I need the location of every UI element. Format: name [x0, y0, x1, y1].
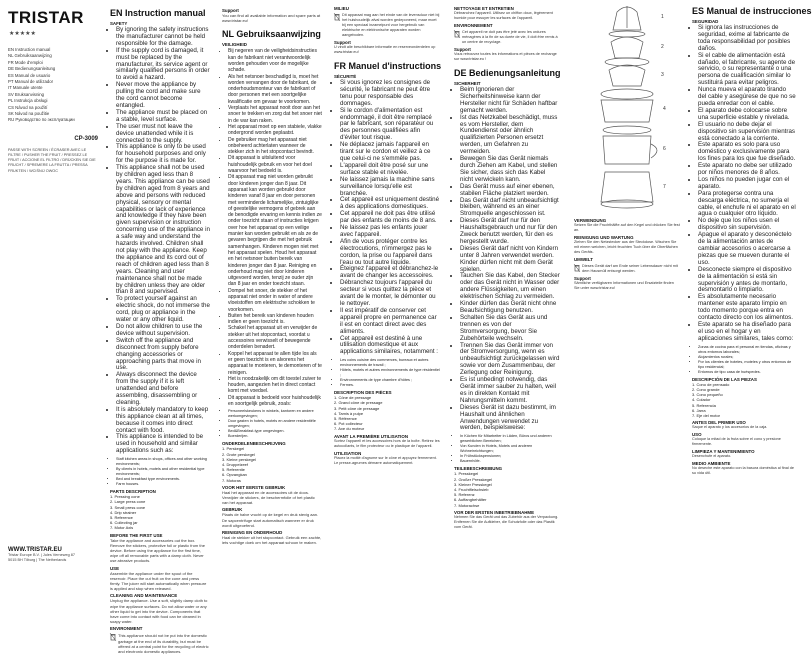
usage-item: • Bed&Breakfast-type omgevingen.: [228, 429, 322, 434]
safety-item: • Dit apparaat is uitsluitend voor huishoudelijk gebruik en voor het doel waarvoor het bedoeld is.: [228, 155, 322, 174]
use-heading: GEBRUIK: [222, 507, 243, 513]
safety-item: • This appliance shall not be used by children aged less than 8 years. This appliance can be used by children aged from 8 years and above and persons with reduced physical, sensory or mental capabilities or lack of experience and knowledge if they have been given supervision or instruction concerning use of the appliance in a safe way and understand the hazards involved. Children shall not play with the appliance. Keep the appliance and its cord out of reach of children aged less than 8 years. Cleaning and user maintenance shall not be made by children unless they are older than 8 and supervised.: [116, 165, 210, 296]
cleaning-text: Desenchufe el aparato.: [692, 454, 732, 459]
safety-heading: SICHERHEIT: [454, 81, 481, 86]
spanish-title: ES Manual de instrucciones: [692, 6, 812, 16]
part-item: 5. Référence: [334, 416, 357, 422]
support-heading: Support: [222, 8, 239, 13]
environment-heading: UMWELT: [574, 257, 593, 262]
safety-item: • Schakel het apparaat uit en verwijder de stekker uit het stopcontact, voordat u accessoires verwisselt of bewegende onderdelen benadert.: [228, 325, 322, 350]
use-heading: VERWENDUNG: [574, 218, 607, 223]
language-entry: SK Návod na použitie: [8, 111, 50, 117]
parts-list: [692, 382, 796, 418]
part-item: 1. Pressing cone: [110, 494, 140, 500]
part-item: 4. Druppelzeef: [222, 461, 249, 467]
use-text: Coloque la mitad de la fruta sobre el cono y presione firmemente.: [692, 437, 781, 447]
safety-item: • Schalten Sie das Gerät aus und trennen es von der Stromversorgung, bevor Sie Zubehörteile wechseln.: [460, 315, 560, 343]
parts-heading: DESCRIPTION DES PIÈCES: [334, 390, 392, 396]
language-entry: CS Návod na použití: [8, 104, 48, 110]
callout-4: 4: [663, 106, 666, 112]
part-item: 2. Großer Presskegel: [454, 476, 493, 482]
safety-item: • Ne laissez jamais la machine sans surveillance lorsqu'elle est branchée.: [340, 177, 440, 198]
safety-item: • Es ist unbedingt notwendig, das Gerät immer sauber zu halten, weil es in direkten Kontakt mit Nahrungsmitteln kommt.: [460, 377, 560, 405]
safety-item: • By ignoring the safety instructions the manufacturer cannot be held responsible for the damage.: [116, 27, 210, 48]
usage-item: • Door gasten in hotels, motels en andere residentiële omgevingen;: [228, 419, 322, 429]
part-item: 2. Grote perskegel: [222, 451, 255, 457]
german-continued-column: [570, 0, 684, 575]
part-item: 6. Collecting jar: [110, 520, 138, 526]
before-use-heading: AVANT LA PREMIÈRE UTILISATION: [334, 433, 408, 439]
part-item: 2. Large press cone: [110, 499, 146, 505]
part-item: 7. Motorachse: [454, 502, 480, 508]
callout-6: 6: [663, 146, 666, 152]
part-item: 6. Opvangkan: [222, 472, 247, 478]
cleaning-heading: REINIGUNG UND WARTUNG: [574, 235, 634, 240]
safety-list: [692, 25, 796, 343]
part-item: 1. Presskegel: [454, 471, 479, 477]
before-use-heading: VOOR HET EERSTE GEBRUIK: [222, 484, 286, 490]
dutch-column: [218, 0, 326, 575]
french-title: FR Manuel d'instructions: [334, 61, 442, 71]
model-number: CP-3009: [74, 135, 98, 142]
before-use-text: Saque el aparato y los accesorios de la caja.: [692, 425, 768, 430]
usage-item: • Personeelskeukens in winkels, kantoren en andere werkomgevingen;: [228, 409, 322, 419]
recycle-bin-icon: [334, 13, 340, 21]
cleaning-heading: CLEANING AND MAINTENANCE: [110, 593, 178, 599]
before-use-heading: VOR DER ERSTEN INBETRIEBNAHME: [454, 509, 535, 515]
part-item: 6. Auffangbehälter: [454, 497, 487, 503]
support-text: Sämtliche verfügbaren Informationen und Ersatzteile finden Sie unter www.tristar.eu!: [574, 281, 674, 290]
usage-item: • In Küchen für Mitarbeiter in Läden, Büros und anderen gewerblichen Bereichen;: [460, 434, 560, 444]
support-heading: Support: [454, 47, 471, 52]
safety-item: • Ist das Netzkabel beschädigt, muss es vom Hersteller, dem Kundendienst oder ähnlich qualifizierten Personen ersetzt werden, um Gefahren zu vermeiden.: [460, 115, 560, 156]
safety-item: • No deje que los niños usen el dispositivo sin supervisión.: [698, 218, 796, 232]
before-use-text: Haal het apparaat en de accessoires uit de doos. Verwijder de stickers, de beschermfolie of het plastic van het apparaat.: [222, 489, 315, 506]
safety-item: • Ne déplacez jamais l'appareil en tirant sur le cordon et veillez à ce que celui-ci ne s'emmêle pas.: [340, 142, 440, 163]
safety-item: • The user must not leave the device unattended while it is connected to the supply.: [116, 124, 210, 145]
support-text: U vindt alle beschikbare informatie en reserveonderdelen op www.tristar.eu!: [334, 45, 436, 54]
safety-item: • Si ignora las instrucciones de seguridad, exime al fabricante de toda responsabilidad por posibles daños.: [698, 25, 796, 53]
safety-item: • Dompel het snoer, de stekker of het apparaat niet onder in water of andere vloeistoffen om elektrische schokken te voorkomen.: [228, 288, 322, 313]
use-text: Plaats de halve vrucht op de kegel en druk stevig aan. De sapcentrifuge start automatisch wanneer er druk wordt uitgeoefend.: [222, 512, 319, 528]
safety-list: [454, 87, 560, 432]
environment-heading: ENVIRONMENT: [110, 626, 143, 632]
part-item: 5. Referencia: [692, 402, 716, 408]
environment-block: [454, 30, 560, 45]
support-text: Vous retrouvez toutes les informations et pièces de rechange sur www.tristar.eu !: [454, 52, 557, 61]
english-column: [106, 0, 214, 654]
safety-item: • Bewegen Sie das Gerät niemals durch Ziehen am Kabel, und stellen Sie sicher, dass sich das Kabel nicht verwickeln kann.: [460, 156, 560, 184]
usage-list: [692, 345, 796, 375]
usage-item: • Von Kunden in Hotels, Motels und anderen Wohneinrichtungen;: [460, 444, 560, 454]
english-title: EN Instruction manual: [110, 8, 206, 18]
part-item: 7. Motoras: [222, 477, 241, 483]
website-url[interactable]: WWW.TRISTAR.EU: [8, 547, 62, 553]
safety-item: • Switch off the appliance and disconnect from supply before changing accessories or approaching parts that move in use.: [116, 338, 210, 373]
cleaning-text: Ziehen Sie den Netzstecker aus der Steckdose. Wischen Sie mit einem weichen, leicht feuchten Tuch über die Oberflächen des Geräts.: [574, 240, 678, 254]
language-entry: IT Manuale utente: [8, 85, 43, 91]
cleaning-heading: NETTOYAGE ET ENTRETIEN: [454, 6, 514, 11]
part-item: 3. Kleiner Presskegel: [454, 481, 492, 487]
german-column: [450, 0, 564, 575]
safety-item: • The appliance must be placed on a stable, level surface.: [116, 110, 210, 124]
part-item: 4. Tamis à pulpe: [334, 410, 364, 416]
address-line: 5015 BH Tilburg | The Netherlands: [8, 558, 67, 562]
environment-block: [110, 633, 210, 654]
usage-item: • Les coins cuisine des commerces, bureaux et autres environnements de travail ;: [340, 358, 440, 368]
environment-text: Cet appareil ne doit pas être jeté avec les ordures ménagères à la fin de sa durée de vie, il doit être remis à un centre de recyclage.: [462, 30, 558, 44]
usage-item: • Staff kitchen areas in shops, offices and other working environments;: [116, 457, 210, 467]
before-use-heading: ANTES DEL PRIMER USO: [692, 420, 746, 426]
safety-heading: SÉCURITÉ: [334, 74, 357, 79]
support-heading: Support: [574, 276, 591, 281]
environment-heading: MEDIO AMBIENTE: [692, 461, 731, 467]
safety-item: • Dieses Gerät darf nur für den Haushaltsgebrauch und nur für den Zweck benutzt werden, für den es hergestellt wurde.: [460, 218, 560, 246]
recycle-bin-icon: [454, 30, 460, 38]
usage-list: [454, 434, 560, 464]
safety-heading: SEGURIDAD: [692, 19, 719, 24]
safety-list: [334, 80, 440, 356]
cleaning-text: Unplug the appliance. Use a soft, slightly damp cloth to wipe the appliance surfaces. Do not allow water or any other liquid to get into the device. Components that have come into contact with food can be cleaned in soapy water.: [110, 598, 208, 625]
safety-item: • Apague el aparato y desconéctelo de la alimentación antes de cambiar accesorios o acercarse a piezas que se mueven durante el uso.: [698, 232, 796, 267]
part-item: 5. Referentie: [222, 467, 245, 473]
safety-item: • Het apparaat moet op een stabiele, vlakke ondergrond worden geplaatst.: [228, 124, 322, 137]
cleaning-text: Haal de stekker uit het stopcontact. Gebruik een zachte, iets vochtige doek om het apparaat schoon te maken.: [222, 534, 322, 546]
usage-list: [222, 409, 322, 439]
language-entry: PT Manual de utilizador: [8, 79, 54, 85]
usage-list: [110, 457, 210, 487]
brand-logo: TRISTAR: [8, 8, 84, 27]
parts-list: [334, 395, 440, 431]
part-item: 3. Cono pequeño: [692, 392, 723, 398]
safety-item: • Débranchez toujours l'appareil du secteur si vous quittez la pièce et avant de le monter, le démonter ou le nettoyer.: [340, 280, 440, 308]
callout-2: 2: [661, 44, 664, 50]
parts-heading: PARTS DESCRIPTION: [110, 489, 156, 495]
safety-item: • Afin de vous protéger contre les électrocutions, n'immergez pas le cordon, la prise ou l'appareil dans l'eau ou tout autre liquide.: [340, 239, 440, 267]
environment-text: Dieses Gerät darf am Ende seiner Lebensdauer nicht mit dem Hausmüll entsorgt werden.: [582, 264, 678, 273]
safety-item: • Éteignez l'appareil et débranchez-le avant de changer les accessoires.: [340, 266, 440, 280]
usage-item: • Environnements de type chambre d'hôtes ;: [340, 378, 440, 383]
parts-list: [110, 494, 210, 530]
safety-item: • Bij negeren van de veiligheidsinstructies kan de fabrikant niet verantwoordelijk worden gehouden voor de mogelijke schade.: [228, 48, 322, 73]
environment-text: This appliance should not be put into the domestic garbage at the end of its durability, but must be offered at a central point for the recycling of electric and electronic domestic appliances.: [118, 633, 209, 654]
safety-item: • Never move the appliance by pulling the cord and make sure the cord cannot become entangled.: [116, 82, 210, 110]
spanish-column: [688, 0, 812, 575]
dutch-title: NL Gebruiksaanwijzing: [222, 29, 321, 40]
safety-item: • Always disconnect the device from the supply if it is left unattended and before assembling, disassembling or cleaning.: [116, 372, 210, 407]
safety-item: • Verplaats het apparaat nooit door aan het snoer te trekken en zorg dat het snoer niet in de war kan raken.: [228, 105, 322, 124]
usage-item: • Bauernhöfe.: [460, 459, 560, 464]
safety-item: • El usuario no debe dejar el dispositivo sin supervisión mientras está conectado a la corriente.: [698, 122, 796, 143]
safety-item: • If the supply cord is damaged, it must be replaced by the manufacturer, its service agent or similarly qualified persons in order to avoid a hazard.: [116, 48, 210, 83]
language-entry: SV Bruksanvisning: [8, 91, 45, 97]
support-heading: Support: [334, 40, 351, 45]
part-item: 6. Pot collecteur: [334, 421, 363, 427]
use-heading: USE: [110, 565, 120, 571]
german-title: DE Bedienungsanleitung: [454, 68, 561, 78]
part-item: 5. Reference: [110, 515, 133, 520]
parts-heading: DESCRIPCIÓN DE LAS PIEZAS: [692, 376, 757, 382]
part-item: 7. Motor Axis: [110, 525, 134, 531]
use-heading: UTILISATION: [334, 450, 362, 456]
safety-item: • Este aparato es solo para uso doméstico y exclusivamente para los fines para los que fue diseñado.: [698, 142, 796, 163]
safety-item: • Los niños no pueden jugar con el aparato.: [698, 177, 796, 191]
safety-item: • Kinder dürfen das Gerät nicht ohne Beaufsichtigung benutzen.: [460, 301, 560, 315]
usage-list: [334, 358, 440, 388]
before-use-text: Nehmen Sie das Gerät und das Zubehör aus der Verpackung. Entfernen Sie die Aufkleber, die Schutzfolie oder das Plastik vom Gerät.: [454, 514, 559, 529]
safety-item: • To protect yourself against an electric shock, do not immerse the cord, plug or appliance in the water or any other liquid.: [116, 296, 210, 324]
part-item: 1. Cono de prensado: [692, 381, 730, 387]
environment-heading: MILIEU: [334, 6, 349, 11]
safety-item: • Do not allow children to use the device without supervision.: [116, 324, 210, 338]
language-entry: PL Instrukcja obsługi: [8, 98, 48, 104]
safety-item: • Ne laissez pas les enfants jouer avec l'appareil.: [340, 225, 440, 239]
part-item: 7. Axe du moteur: [334, 426, 365, 432]
language-entry: RU Руководство по эксплуатации: [8, 117, 75, 123]
part-item: 4. Colador: [692, 397, 711, 403]
safety-item: • Als het netsnoer beschadigd is, moet het worden vervangen door de fabrikant, de onderhoudsmonteur van de fabrikant of door personen met een soortgelijke kwalificatie om gevaar te voorkomen.: [228, 74, 322, 105]
parts-heading: ONDERDELENBESCHRIJVING: [222, 441, 286, 447]
safety-item: • Trennen Sie das Gerät immer von der Stromversorgung, wenn es unbeaufsichtigt zurückgelassen wird sowie vor dem Zusammenbau, der Zerlegung oder Reinigung.: [460, 343, 560, 378]
part-item: 2. Cono grande: [692, 386, 720, 392]
language-index: [8, 47, 98, 124]
safety-item: • Dieses Gerät ist dazu bestimmt, im Haushalt und ähnlichen Anwendungen verwendet zu werden, beispielsweise:: [460, 405, 560, 433]
before-use-heading: BEFORE THE FIRST USE: [110, 532, 163, 538]
part-item: 3. Petit cône de pressage: [334, 405, 380, 411]
part-item: 4. Fruchtfleischsieb: [454, 486, 489, 492]
usage-item: • Por los clientes de hoteles, moteles y otros entornos de tipo residencial;: [698, 360, 796, 370]
environment-text: No deseche este aparato con la basura doméstica al final de su vida útil.: [692, 466, 794, 476]
safety-item: • Dit apparaat mag niet worden gebruikt door kinderen jonger dan 8 jaar. Dit apparaat kan worden gebruikt door kinderen vanaf 8 jaar en door personen met verminderde lichamelijke, zintuiglijke of geestelijke vermogens of gebrek aan de benodigde ervaring en kennis indien ze onder toezicht staan of instructies krijgen over hoe het apparaat op een veilige manier kan worden gebruikt en als ze de gevaren begrijpen die met het gebruik samenhangen. Kinderen mogen niet met het apparaat spelen. Houd het apparaat en het netsnoer buiten bereik van kinderen jonger dan 8 jaar. Reiniging en onderhoud mag niet door kinderen uitgevoerd worden, tenzij ze ouder zijn dan 8 jaar en onder toezicht staan.: [228, 174, 322, 287]
recycle-bin-icon: [574, 264, 580, 272]
safety-list: [110, 27, 210, 455]
part-item: 3. Small press cone: [110, 504, 146, 510]
environment-heading: ENVIRONNEMENT: [454, 23, 493, 28]
safety-item: • Beim Ignorieren der Sicherheitshinweise kann der Hersteller nicht für Schäden haftbar gemacht werden.: [460, 87, 560, 115]
safety-item: • This appliance is only to be used for household purposes and only for the purpose it is made for.: [116, 144, 210, 165]
cleaning-text: Débranchez l'appareil. Utilisez un chiffon doux, légèrement humide pour essuyer les surfaces de l'appareil.: [454, 11, 553, 20]
safety-list: [222, 48, 322, 407]
before-use-text: Sortez l'appareil et les accessoires hors de la boîte. Retirez les autocollants, le film protecteur ou le plastique de l'appareil.: [334, 438, 440, 448]
safety-item: • Si vous ignorez les consignes de sécurité, le fabricant ne peut être tenu pour responsable des dommages.: [340, 80, 440, 108]
usage-item: • Zonas de cocina para el personal en tiendas, oficinas y otros entornos laborales;: [698, 345, 796, 355]
safety-item: • Si el cable de alimentación está dañado, el fabricante, su agente de servicio, o su representante o una persona de cualificación similar lo sustituirá para evitar peligros.: [698, 53, 796, 88]
part-item: 5. Referenz: [454, 492, 475, 498]
part-item: 6. Jarra: [692, 407, 706, 413]
use-text: Placez la moitié d'agrume sur le cône et appuyez fermement. Le presse-agrumes démarre automatiquement.: [334, 455, 437, 465]
safety-item: • El aparato debe colocarse sobre una superficie estable y nivelada.: [698, 108, 796, 122]
safety-item: • It is absolutely mandatory to keep this appliance clean at all times, because it comes into direct contact with food.: [116, 407, 210, 435]
safety-heading: VEILIGHEID: [222, 42, 247, 48]
support-text: You can find all available information and spare parts at www.tristar.eu!: [222, 13, 321, 24]
cover-column: [0, 0, 104, 575]
usage-item: • Farm houses.: [116, 482, 210, 487]
language-entry: EN Instruction manual: [8, 47, 51, 52]
usage-item: • In Frühstückspensionen;: [460, 454, 560, 459]
environment-block: [334, 13, 440, 38]
safety-item: • Cet appareil est uniquement destiné à des applications domestiques.: [340, 197, 440, 211]
callout-1: 1: [661, 14, 664, 20]
environment-text: Dit apparaat mag aan het einde van de levensduur niet bij het huishoudelijk afval worden gedeponeerd, maar moet bij een speciaal inzamelpunt voor hergebruik van elektrische en elektronische apparaten worden aangeboden.: [342, 13, 440, 37]
use-text: Assemble the appliance under the spout of the reservoir. Place the cut fruit on the cone and press firmly. The juicer will start automatically when pressure is applied and stop when released.: [110, 570, 207, 592]
safety-item: • Koppel het apparaat te allen tijde los als er geen toezicht is en alvorens het apparaat te monteren, te demonteren of te reinigen.: [228, 351, 322, 376]
use-heading: USO: [692, 432, 702, 438]
usage-item: • Entornos de tipo casa de huéspedes.: [698, 370, 796, 375]
safety-item: • Dit apparaat is bedoeld voor huishoudelijk en soortgelijk gebruik, zoals:: [228, 395, 322, 408]
safety-item: • L'appareil doit être posé sur une surface stable et nivelée.: [340, 163, 440, 177]
cover-notice: PASSE WITH SCREEN / ÉCRASER AVEC LE FILTRE / PUSHER THE FRUIT / PRESSEZ LE FRUIT / ACCIONE EL FILTRO / DRÜCKEN SIE DIE FRUCHT / SPREMERE LA FRUTTA / PRESSA FRUKTEN / WCIŚNIJ OWOC: [8, 147, 96, 173]
part-item: 3. Kleine perskegel: [222, 456, 257, 462]
cleaning-heading: LIMPIEZA Y MANTENIMIENTO: [692, 449, 755, 455]
address-line: Tristar Europe B.V. | Jules Verneweg 87: [8, 553, 75, 557]
rating-stars-icon: ★★★★★: [9, 31, 36, 37]
safety-item: • Cet appareil est destiné à une utilisation domestique et aux applications similaires, notamment :: [340, 336, 440, 357]
juicer-illustration: [579, 4, 675, 214]
part-item: 4. Drip strainer: [110, 509, 137, 515]
safety-item: • Desconecte siempre el dispositivo de la alimentación si está sin supervisión y antes de montarlo, desmontarlo o limpiarlo.: [698, 267, 796, 295]
usage-item: • Boerderijen.: [228, 434, 322, 439]
safety-item: • Das Gerät darf nicht unbeaufsichtigt bleiben, während es an einer Stromquelle angeschlossen ist.: [460, 198, 560, 219]
safety-item: • Het is noodzakelijk om dit toestel zuiver te houden, aangezien het in direct contact komt met voedsel.: [228, 376, 322, 395]
safety-item: • Si le cordon d'alimentation est endommagé, il doit être remplacé par le fabricant, son réparateur ou des personnes qualifiées afin d'éviter tout risque.: [340, 108, 440, 143]
language-entry: ES Manual de usuario: [8, 72, 51, 78]
safety-item: • Tauchen Sie das Kabel, den Stecker oder das Gerät nicht in Wasser oder andere Flüssigkeiten, um einen elektrischen Schlag zu vermeiden.: [460, 273, 560, 301]
part-item: 2. Grand cône de pressage: [334, 400, 383, 406]
parts-list: [222, 446, 322, 482]
part-item: 7. Eje del motor: [692, 412, 721, 418]
use-text: Setzen Sie die Fruchthälfte auf den Kegel und drücken Sie fest an.: [574, 223, 680, 232]
safety-item: • This appliance is intended to be used in household and similar applications such as:: [116, 434, 210, 455]
callout-7: 7: [663, 184, 666, 190]
language-entry: FR Mode d'emploi: [8, 59, 43, 65]
usage-item: • Fermes.: [340, 383, 440, 388]
language-entry: DE Bedienungsanleitung: [8, 66, 56, 72]
cleaning-heading: REINIGING EN ONDERHOUD: [222, 529, 283, 535]
safety-item: • Das Gerät muss auf einer ebenen, stabilen Fläche platziert werden.: [460, 184, 560, 198]
usage-item: • Bed and breakfast type environments.: [116, 477, 210, 482]
safety-heading: SAFETY: [110, 21, 128, 26]
usage-item: • Alojamientos rurales;: [698, 355, 796, 360]
safety-item: • Es absolutamente necesario mantener este aparato limpio en todo momento porque entra en contacto directo con los alimentos.: [698, 294, 796, 322]
safety-item: • Il est impératif de conserver cet appareil propre en permanence car il est en contact direct avec des aliments.: [340, 308, 440, 336]
safety-item: • Dieses Gerät darf nicht von Kindern unter 8 Jahren verwendet werden. Kinder dürfen nicht mit dem Gerät spielen.: [460, 246, 560, 274]
safety-item: • De gebruiker mag het apparaat niet onbeheerd achterlaten wanneer de stekker zich in het stopcontact bevindt.: [228, 137, 322, 156]
parts-list: [454, 471, 560, 507]
language-entry: NL Gebruiksaanwijzing: [8, 53, 52, 59]
part-item: 1. Perskegel: [222, 446, 245, 452]
usage-item: • Hôtels, motels et autres environnements de type résidentiel ;: [340, 368, 440, 378]
usage-item: • By clients in hotels, motels and other residential type environments;: [116, 467, 210, 477]
recycle-bin-icon: [110, 633, 116, 641]
french-column: [330, 0, 444, 575]
environment-block: [574, 264, 680, 274]
part-item: 1. Cône de pressage: [334, 395, 372, 401]
safety-item: • Buiten het bereik van kinderen houden indien er geen toezicht is.: [228, 313, 322, 326]
before-use-text: Take the appliance and accessories out the box. Remove the stickers, protective foil or plastic from the device. Before using the appliance for the first time, wipe off all removable parts with a damp cloth. Never use abrasive products.: [110, 537, 205, 564]
safety-item: • Este aparato no debe ser utilizado por niños menores de 8 años.: [698, 163, 796, 177]
parts-heading: TEILEBESCHREIBUNG: [454, 466, 503, 472]
safety-item: • Para protegerse contra una descarga eléctrica, no sumerja el cable, el enchufe ni el aparato en el agua o cualquier otro líquido.: [698, 191, 796, 219]
cover-footer: [8, 547, 100, 563]
callout-3: 3: [661, 72, 664, 78]
safety-item: • Cet appareil ne doit pas être utilisé par des enfants de moins de 8 ans.: [340, 211, 440, 225]
safety-item: • Este aparato se ha diseñado para el uso en el hogar y en aplicaciones similares, tales como:: [698, 322, 796, 343]
safety-item: • Nunca mueva el aparato tirando del cable y asegúrese de que no se pueda enredar con el cable.: [698, 87, 796, 108]
